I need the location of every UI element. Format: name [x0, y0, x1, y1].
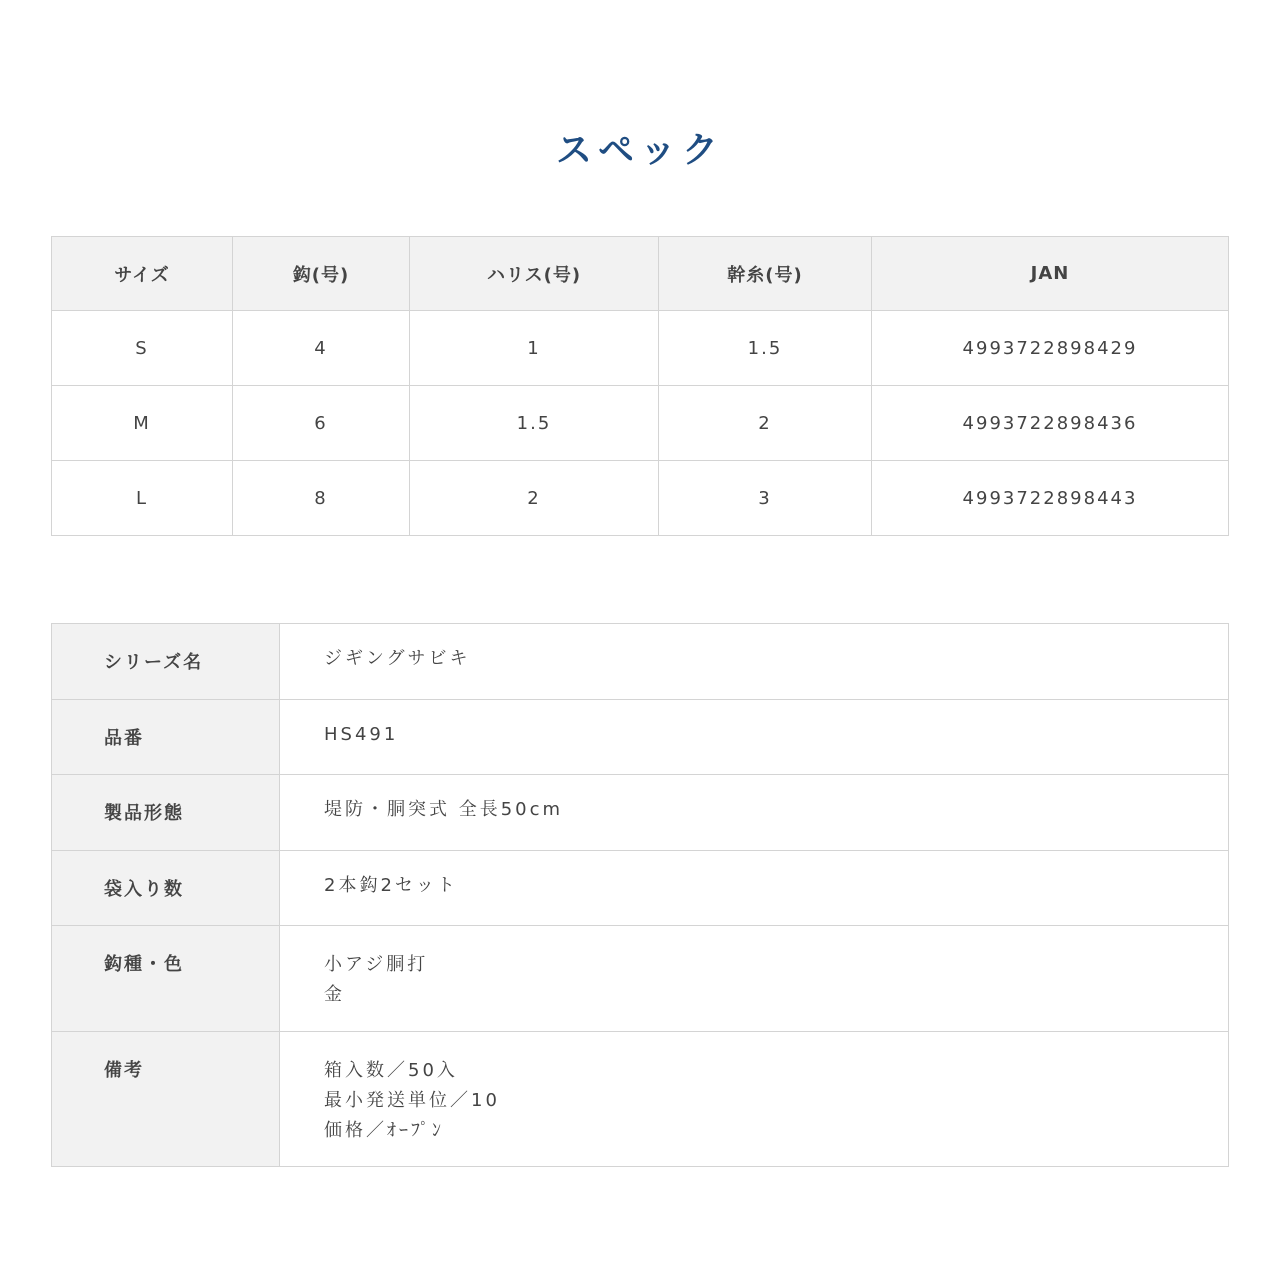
size-cell: S — [52, 311, 233, 386]
size-cell: L — [52, 461, 233, 536]
info-label: シリーズ名 — [52, 624, 280, 700]
info-value-line: HS491 — [324, 724, 399, 745]
size-header-jan: JAN — [872, 237, 1229, 311]
info-row-series — [52, 624, 1229, 700]
hook-cell: 8 — [233, 461, 410, 536]
harris-cell: 2 — [410, 461, 659, 536]
size-header-mainline: 幹糸(号) — [659, 237, 872, 311]
info-value-line: 最小発送単位／10 — [324, 1090, 500, 1111]
product-info-table — [51, 623, 1229, 1167]
info-value-line: 小アジ胴打 — [324, 954, 429, 975]
mainline-cell: 3 — [659, 461, 872, 536]
info-value — [280, 624, 1229, 700]
info-label: 鈎種・色 — [52, 926, 280, 1032]
info-row-quantity — [52, 851, 1229, 926]
hook-cell: 4 — [233, 311, 410, 386]
info-row-product-form — [52, 775, 1229, 851]
hook-cell: 6 — [233, 386, 410, 461]
size-spec-table — [51, 236, 1229, 536]
page-title: スペック — [555, 130, 724, 171]
size-header-harris: ハリス(号) — [410, 237, 659, 311]
info-value — [280, 926, 1229, 1032]
size-cell: M — [52, 386, 233, 461]
info-value-line: 堤防・胴突式 全長50cm — [324, 799, 564, 820]
info-value — [280, 1032, 1229, 1167]
info-label: 備考 — [52, 1032, 280, 1167]
info-value-line: 箱入数／50入 — [324, 1060, 458, 1081]
table-row — [52, 311, 1229, 386]
info-value-line: 金 — [324, 984, 345, 1005]
jan-cell: 4993722898429 — [872, 311, 1229, 386]
table-row — [52, 461, 1229, 536]
info-value — [280, 700, 1229, 775]
jan-cell: 4993722898436 — [872, 386, 1229, 461]
info-label: 製品形態 — [52, 775, 280, 851]
info-value-line: ジギングサビキ — [324, 648, 471, 669]
info-label: 品番 — [52, 700, 280, 775]
mainline-cell: 1.5 — [659, 311, 872, 386]
harris-cell: 1.5 — [410, 386, 659, 461]
info-row-item-number — [52, 700, 1229, 775]
size-header-hook: 鈎(号) — [233, 237, 410, 311]
info-row-hook-type — [52, 926, 1229, 1032]
jan-cell: 4993722898443 — [872, 461, 1229, 536]
table-row — [52, 386, 1229, 461]
mainline-cell: 2 — [659, 386, 872, 461]
info-row-notes — [52, 1032, 1229, 1167]
info-value-line: 価格／ｵｰﾌﾟﾝ — [324, 1120, 444, 1141]
size-table-header-row — [52, 237, 1229, 311]
size-header-size: サイズ — [52, 237, 233, 311]
info-value — [280, 775, 1229, 851]
info-value — [280, 851, 1229, 926]
harris-cell: 1 — [410, 311, 659, 386]
info-label: 袋入り数 — [52, 851, 280, 926]
info-value-line: 2本鈎2セット — [324, 875, 458, 896]
